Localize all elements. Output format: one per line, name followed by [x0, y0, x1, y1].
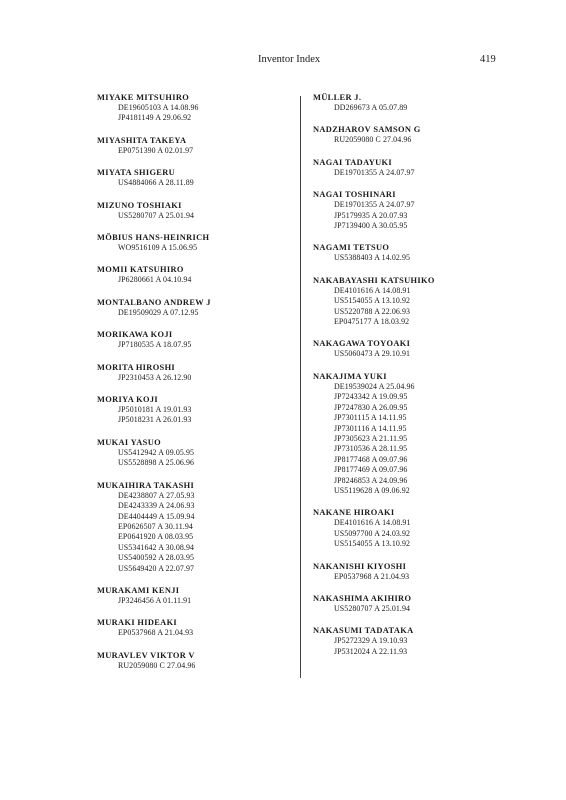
- publication-record: JP7243342 A 19.09.95: [334, 392, 408, 402]
- publication-record: JP8246853 A 24.09.96: [334, 475, 408, 485]
- inventor-entry: [313, 593, 513, 614]
- page-number: 419: [480, 54, 496, 65]
- column-divider: [300, 96, 301, 678]
- publication-record: JP2310453 A 26.12.90: [118, 372, 192, 382]
- inventor-entry: [313, 189, 513, 231]
- publication-record: JP8177468 A 09.07.96: [334, 454, 408, 464]
- inventor-name: NAKANE HIROAKI: [313, 508, 395, 518]
- publication-list: [313, 572, 513, 582]
- publication-record: DE19605103 A 14.08.96: [118, 103, 199, 112]
- publication-list: [313, 286, 513, 328]
- publication-list: [97, 448, 297, 469]
- publication-record: DE19701355 A 24.07.97: [334, 167, 415, 177]
- page-header: [0, 54, 566, 68]
- inventor-entry: [97, 585, 297, 606]
- publication-record: US5154055 A 13.10.92: [334, 296, 411, 306]
- inventor-name: NAGAMI TETSUO: [313, 243, 390, 253]
- inventor-entry: [97, 362, 297, 383]
- inventor-entry: [97, 480, 297, 574]
- inventor-name: NAKABAYASHI KATSUHIKO: [313, 275, 435, 285]
- publication-record: JP5272329 A 19.10.93: [334, 636, 408, 646]
- inventor-name: MONTALBANO ANDREW J: [97, 297, 211, 307]
- inventor-name: MÜLLER J.: [313, 93, 362, 102]
- inventor-name: NAKASUMI TADATAKA: [313, 626, 414, 636]
- inventor-entry: [313, 242, 513, 263]
- publication-list: [97, 243, 297, 253]
- inventor-name: NAGAI TADAYUKI: [313, 157, 392, 167]
- inventor-name: MUKAIHIRA TAKASHI: [97, 480, 195, 490]
- publication-list: [97, 103, 297, 124]
- inventor-name: NAKAJIMA YUKI: [313, 371, 387, 381]
- publication-record: JP5018231 A 26.01.93: [118, 415, 192, 425]
- publication-record: US5341642 A 30.08.94: [118, 542, 195, 552]
- publication-record: JP6280661 A 04.10.94: [118, 275, 192, 285]
- publication-record: JP7310536 A 28.11.95: [334, 444, 408, 454]
- inventor-name: NAKANISHI KIYOSHI: [313, 561, 407, 571]
- publication-record: RU2059080 C 27.04.96: [118, 660, 196, 670]
- publication-list: [313, 253, 513, 263]
- inventor-name: MUKAI YASUO: [97, 437, 161, 447]
- publication-record: DE4243339 A 24.06.93: [118, 501, 195, 511]
- inventor-name: MOMII KATSUHIRO: [97, 265, 184, 275]
- publication-record: JP5179935 A 20.07.93: [334, 210, 408, 220]
- publication-record: RU2059080 C 27.04.96: [334, 135, 412, 145]
- publication-record: JP7305623 A 21.11.95: [334, 433, 408, 443]
- publication-list: [313, 382, 513, 496]
- inventor-entry: [97, 617, 297, 638]
- publication-record: WO9516109 A 15.06.95: [118, 243, 198, 253]
- publication-record: US5280707 A 25.01.94: [334, 603, 411, 613]
- publication-record: DE4404449 A 15.09.94: [118, 511, 195, 521]
- publication-list: [97, 146, 297, 156]
- publication-record: EP0475177 A 18.03.92: [334, 317, 410, 327]
- publication-list: [313, 168, 513, 178]
- publication-record: EP0537968 A 21.04.93: [334, 571, 410, 581]
- inventor-entry: [97, 135, 297, 156]
- inventor-name: MORIKAWA KOJI: [97, 330, 173, 340]
- inventor-entry: [97, 437, 297, 469]
- inventor-name: NADZHAROV SAMSON G: [313, 125, 421, 135]
- publication-list: [313, 103, 513, 113]
- publication-list: [313, 135, 513, 145]
- publication-list: [97, 211, 297, 221]
- publication-record: US5400592 A 28.03.95: [118, 553, 195, 563]
- publication-list: [97, 308, 297, 318]
- publication-record: JP7180535 A 18.07.95: [118, 340, 192, 350]
- publication-record: DE19509029 A 07.12.95: [118, 307, 199, 317]
- inventor-entry: [313, 625, 513, 657]
- inventor-entry: [313, 275, 513, 328]
- publication-list: [97, 628, 297, 638]
- publication-record: US5388403 A 14.02.95: [334, 253, 411, 263]
- inventor-entry: [313, 371, 513, 496]
- publication-record: JP7139400 A 30.05.95: [334, 221, 408, 231]
- publication-record: US5060473 A 29.10.91: [334, 349, 411, 359]
- running-title: Inventor Index: [258, 54, 321, 65]
- inventor-name: NAGAI TOSHINARI: [313, 190, 396, 200]
- inventor-entry: [97, 92, 297, 124]
- publication-record: JP7301116 A 14.11.95: [334, 423, 407, 433]
- inventor-entry: [313, 561, 513, 582]
- inventor-name: MORITA HIROSHI: [97, 362, 176, 372]
- publication-list: [97, 491, 297, 574]
- publication-record: EP0641920 A 08.03.95: [118, 532, 194, 542]
- publication-list: [97, 178, 297, 188]
- publication-record: DE4101616 A 14.08.91: [334, 518, 411, 528]
- inventor-name: NAKAGAWA TOYOAKI: [313, 339, 411, 349]
- inventor-entry: [97, 650, 297, 671]
- publication-record: JP5312024 A 22.11.93: [334, 646, 408, 656]
- inventor-entry: [313, 92, 513, 113]
- publication-list: [97, 596, 297, 606]
- publication-record: JP4181149 A 29.06.92: [118, 113, 192, 123]
- publication-record: DE19539024 A 25.04.96: [334, 381, 415, 391]
- publication-record: DE4238807 A 27.05.93: [118, 490, 195, 500]
- inventor-entry: [313, 338, 513, 359]
- publication-record: US5119628 A 09.06.92: [334, 485, 410, 495]
- publication-record: US5412942 A 09.05.95: [118, 447, 195, 457]
- publication-record: US5220788 A 22.06.93: [334, 306, 411, 316]
- inventor-entry: [97, 200, 297, 221]
- publication-list: [97, 275, 297, 285]
- publication-record: JP3246456 A 01.11.91: [118, 595, 192, 605]
- publication-record: US5649420 A 22.07.97: [118, 563, 195, 573]
- inventor-entry: [97, 264, 297, 285]
- inventor-entry: [97, 329, 297, 350]
- publication-record: US5097700 A 24.03.92: [334, 528, 411, 538]
- inventor-entry: [97, 297, 297, 318]
- publication-record: DD269673 A 05.07.89: [334, 103, 408, 112]
- publication-record: EP0626507 A 30.11.94: [118, 521, 193, 531]
- publication-record: JP5010181 A 19.01.93: [118, 405, 192, 415]
- publication-list: [97, 340, 297, 350]
- inventor-name: NAKASHIMA AKIHIRO: [313, 593, 412, 603]
- publication-list: [97, 405, 297, 426]
- publication-record: US5280707 A 25.01.94: [118, 210, 195, 220]
- inventor-name: MIYASHITA TAKEYA: [97, 135, 187, 145]
- publication-list: [313, 604, 513, 614]
- publication-record: US4884066 A 28.11.89: [118, 178, 194, 188]
- publication-record: DE19701355 A 24.07.97: [334, 200, 415, 210]
- publication-record: JP7247830 A 26.09.95: [334, 402, 408, 412]
- inventor-name: MURAKI HIDEAKI: [97, 618, 178, 628]
- inventor-name: MIZUNO TOSHIAKI: [97, 200, 182, 210]
- publication-record: JP8177469 A 09.07.96: [334, 465, 408, 475]
- publication-list: [97, 373, 297, 383]
- publication-list: [313, 518, 513, 549]
- publication-record: DE4101616 A 14.08.91: [334, 285, 411, 295]
- left-column: [97, 92, 297, 682]
- publication-list: [313, 200, 513, 231]
- publication-record: EP0537968 A 21.04.93: [118, 628, 194, 638]
- publication-record: US5528898 A 25.06.96: [118, 458, 195, 468]
- inventor-name: MORIYA KOJI: [97, 395, 159, 405]
- publication-list: [313, 636, 513, 657]
- publication-record: US5154055 A 13.10.92: [334, 539, 411, 549]
- inventor-name: MURAVLEV VIKTOR V: [97, 650, 195, 660]
- inventor-name: MURAKAMI KENJI: [97, 585, 180, 595]
- inventor-name: MÖBIUS HANS-HEINRICH: [97, 233, 210, 243]
- inventor-name: MIYAKE MITSUHIRO: [97, 93, 190, 102]
- inventor-entry: [313, 507, 513, 549]
- publication-list: [97, 661, 297, 671]
- publication-record: EP0751390 A 02.01.97: [118, 145, 194, 155]
- inventor-entry: [313, 124, 513, 145]
- right-column: [313, 92, 513, 668]
- inventor-entry: [313, 157, 513, 178]
- inventor-entry: [97, 394, 297, 426]
- publication-record: JP7301115 A 14.11.95: [334, 413, 407, 423]
- publication-list: [313, 349, 513, 359]
- inventor-name: MIYATA SHIGERU: [97, 168, 176, 178]
- inventor-entry: [97, 232, 297, 253]
- inventor-entry: [97, 167, 297, 188]
